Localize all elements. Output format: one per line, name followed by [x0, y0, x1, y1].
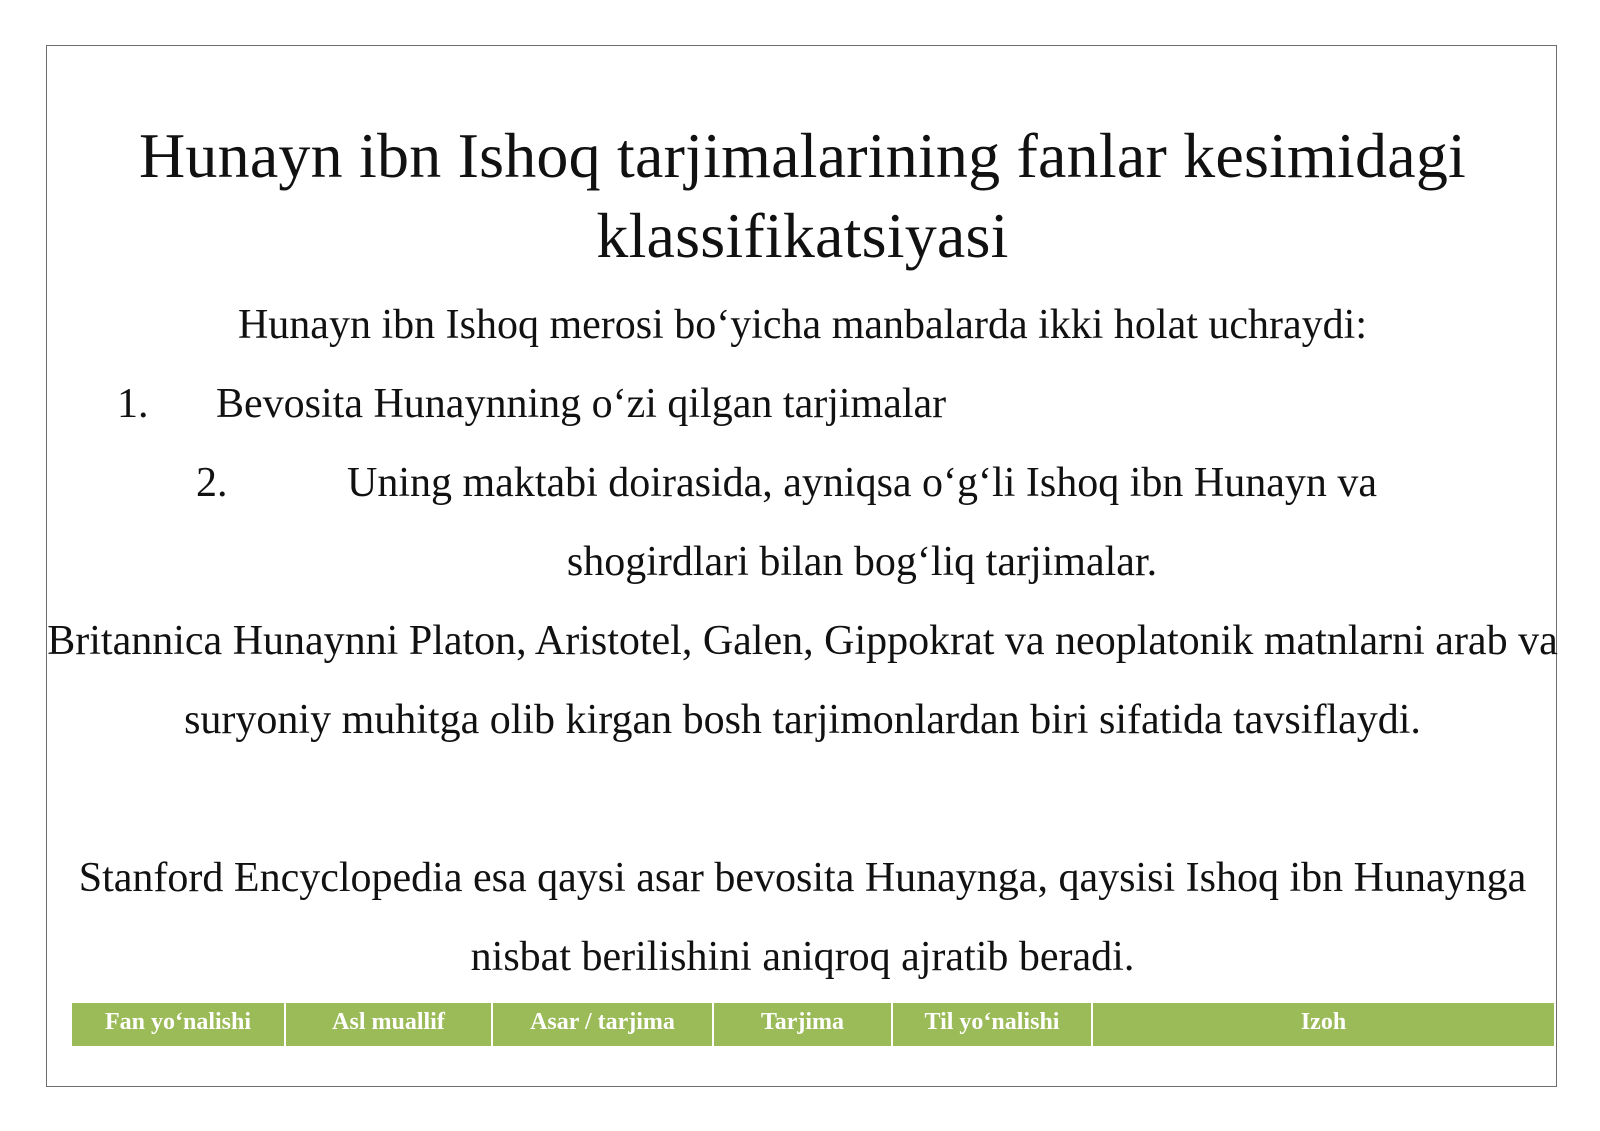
slide — [46, 45, 1557, 1087]
intro-text: Hunayn ibn Ishoq merosi bo‘yicha manbalarda ikki holat uchraydi: — [237, 302, 1368, 348]
list-item-number: 1. — [117, 381, 149, 427]
column-header-work: Asar / tarjima — [493, 1003, 714, 1046]
slide-title: Hunayn ibn Ishoq tarjimalarining fanlar kesimidagi klassifikatsiyasi — [139, 120, 1466, 271]
list-item-number: 2. — [196, 460, 228, 506]
column-header-language-direction: Til yo‘nalishi — [893, 1003, 1093, 1046]
classification-table-header — [72, 1003, 1554, 1046]
britannica-paragraph: Britannica Hunaynni Platon, Aristotel, Galen, Gippokrat va neoplatonik matnlarni arab va suryoniy muhitga olib kirgan bosh tarjimonlardan biri sifatida tavsiflaydi. — [47, 618, 1558, 743]
column-header-note: Izoh — [1093, 1003, 1554, 1046]
column-header-field: Fan yo‘nalishi — [72, 1003, 286, 1046]
column-header-translation: Tarjima — [714, 1003, 893, 1046]
column-header-original-author: Asl muallif — [286, 1003, 493, 1046]
list-item-text: Bevosita Hunaynning o‘zi qilgan tarjimalar — [216, 381, 947, 427]
list-item-text: Uning maktabi doirasida, ayniqsa o‘g‘li Ishoq ibn Hunayn va shogirdlari bilan bog‘liq tarjimalar. — [347, 460, 1377, 585]
stanford-paragraph: Stanford Encyclopedia esa qaysi asar bevosita Hunaynga, qaysisi Ishoq ibn Hunaynga nisbat berilishini aniqroq ajratib beradi. — [78, 855, 1527, 980]
